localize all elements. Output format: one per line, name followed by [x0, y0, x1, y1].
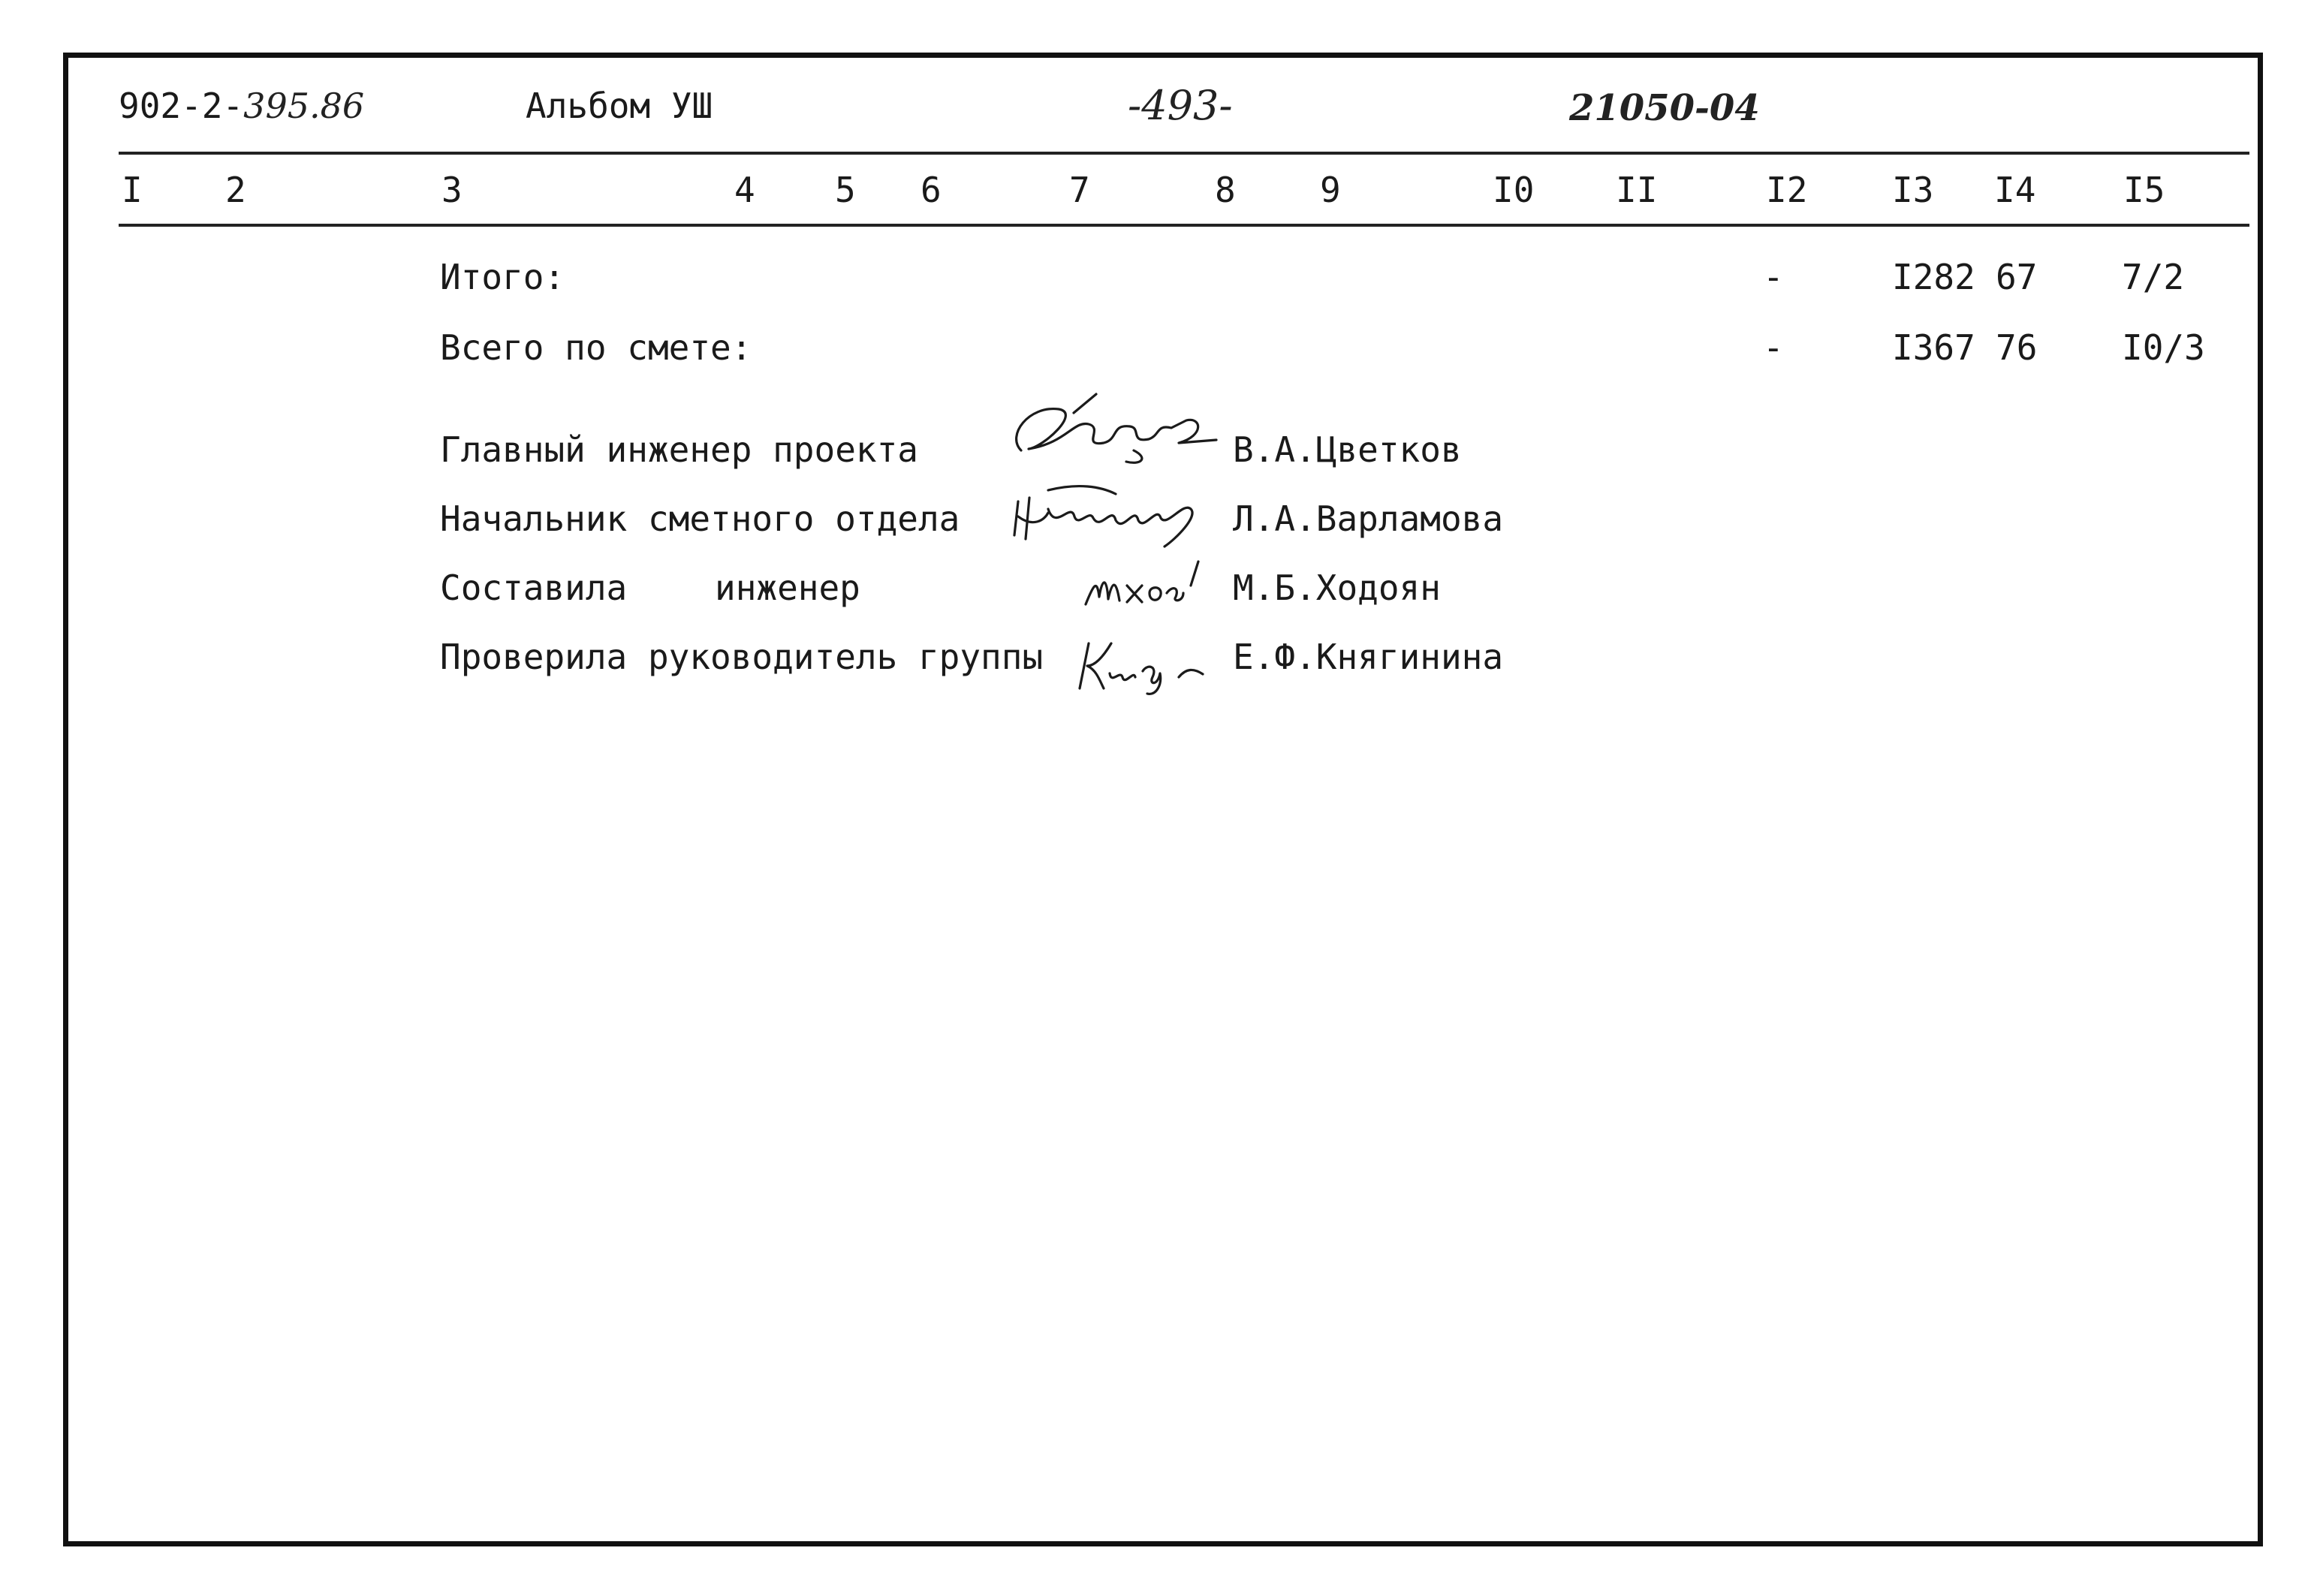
column-header: 5: [835, 170, 856, 210]
column-header: I5: [2123, 170, 2165, 210]
signatory-name: Л.А.Варламова: [1233, 498, 1504, 539]
doc-code-handwritten: 395.86: [243, 86, 365, 126]
column-header: 2: [225, 170, 246, 210]
column-header: I4: [1994, 170, 2036, 210]
grand-total-col13: I367: [1892, 327, 1975, 368]
signatory-position: Проверила руководитель группы: [440, 637, 1044, 677]
column-header: I2: [1766, 170, 1808, 210]
signatory-name: Е.Ф.Княгинина: [1233, 637, 1504, 677]
column-header: I: [122, 170, 143, 210]
doc-code-typed: 902-2-: [119, 86, 244, 126]
signature: [999, 390, 1224, 473]
column-header: I3: [1892, 170, 1934, 210]
doc-code: [119, 86, 365, 126]
signatory-position: Составила: [440, 568, 628, 608]
totals-col12: -: [1763, 257, 1784, 297]
totals-label: Итого:: [440, 257, 565, 297]
signatory-name: М.Б.Ходоян: [1233, 568, 1441, 608]
column-header: 8: [1215, 170, 1236, 210]
signatory-position-extra: инженер: [715, 568, 860, 608]
column-header: II: [1616, 170, 1658, 210]
column-header: I0: [1493, 170, 1535, 210]
signature: [1003, 471, 1221, 554]
signature: [1074, 625, 1224, 700]
header-rule: [119, 152, 2249, 155]
grand-total-label: Всего по смете:: [440, 327, 752, 368]
column-header: 4: [734, 170, 755, 210]
column-header-rule: [119, 224, 2249, 227]
grand-total-col14: 76: [1996, 327, 2038, 368]
grand-total-col15: I0/3: [2122, 327, 2205, 368]
order-code: 21050-04: [1569, 87, 1760, 129]
signature: [1078, 556, 1228, 616]
totals-col14: 67: [1996, 257, 2038, 297]
column-header: 3: [441, 170, 463, 210]
signatory-name: В.А.Цветков: [1233, 429, 1462, 470]
column-header: 9: [1320, 170, 1341, 210]
album-label: Альбом УШ: [526, 86, 713, 126]
signatory-position: Начальник сметного отдела: [440, 498, 960, 539]
grand-total-col12: -: [1763, 327, 1784, 368]
signatory-position: Главный инженер проекта: [440, 429, 918, 470]
totals-col15: 7/2: [2122, 257, 2185, 297]
column-header: 6: [920, 170, 942, 210]
column-header: 7: [1069, 170, 1090, 210]
totals-col13: I282: [1892, 257, 1975, 297]
page-number: -493-: [1128, 82, 1233, 129]
